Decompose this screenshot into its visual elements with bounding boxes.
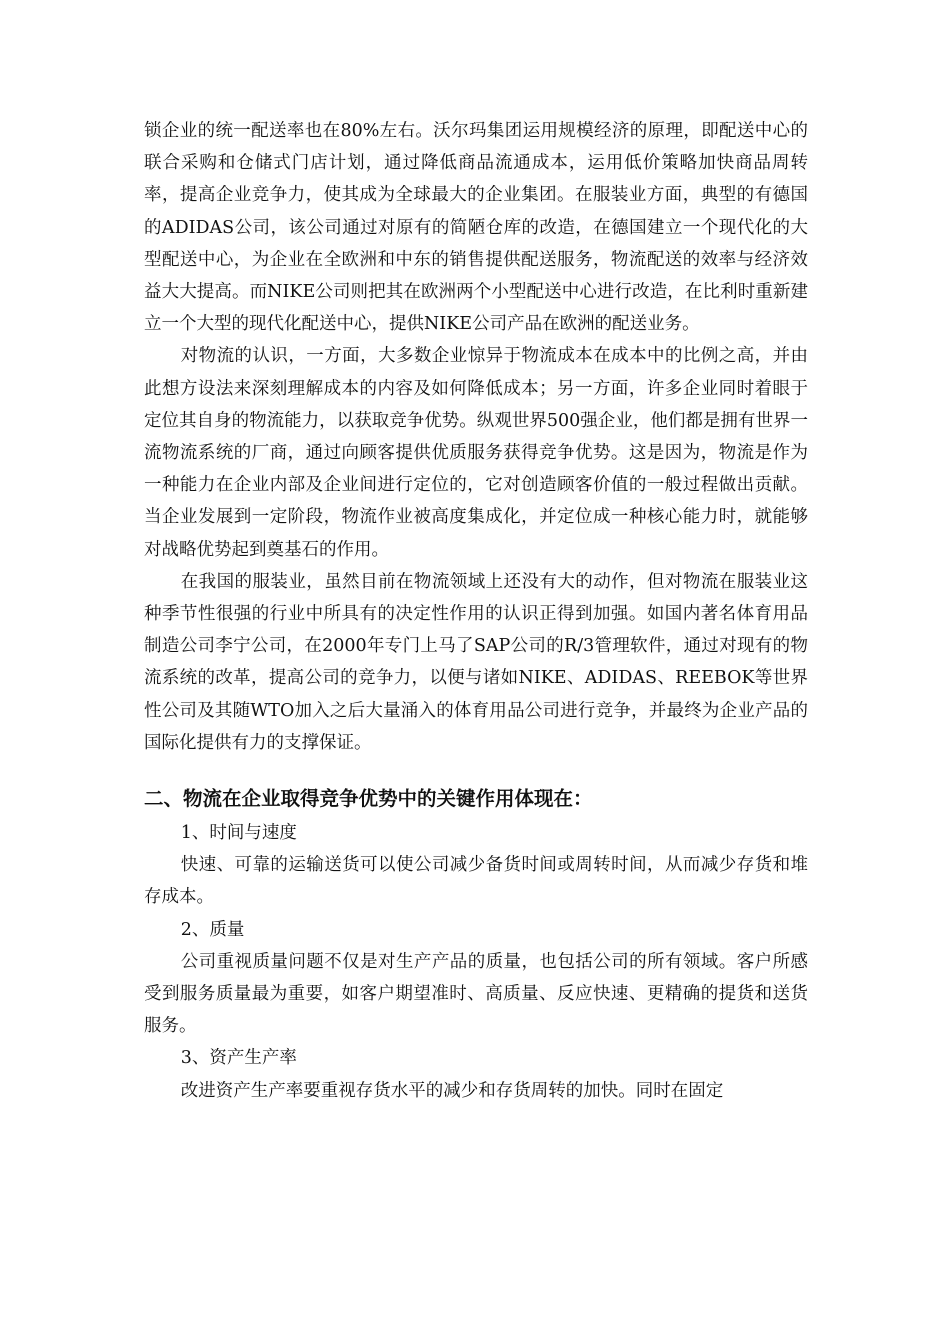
paragraph-logistics-awareness: 对物流的认识，一方面，大多数企业惊异于物流成本在成本中的比例之高，并由此想方设法来深刻理解成本的内容及如何降低成本；另一方面，许多企业同时着眼于定位其自身的物流能力，以获取竞争优势。纵观世界500强企业，他们都是拥有世界一流物流系统的厂商，通过向顾客提供优质服务获得竞争优势。这是因为，物流是作为一种能力在企业内部及企业间进行定位的，它对创造顾客价值的一般过程做出贡献。当企业发展到一定阶段，物流作业被高度集成化，并定位成一种核心能力时，就能够对战略优势起到奠基石的作用。 [144,346,808,560]
paragraph-distribution-centers: 锁企业的统一配送率也在80%左右。沃尔玛集团运用规模经济的原理，即配送中心的联合采购和仓储式门店计划，通过降低商品流通成本，运用低价策略加快商品周转率，提高企业竞争力，使其成为全球最大的企业集团。在服装业方面，典型的有德国的ADIDAS公司，该公司通过对原有的简陋仓库的改造，在德国建立一个现代化的大型配送中心，为企业在全欧洲和中东的销售提供配送服务，物流配送的效率与经济效益大大提高。而NIKE公司则把其在欧洲两个小型配送中心进行改造，在比利时重新建立一个大型的现代化配送中心，提供NIKE公司产品在欧洲的配送业务。 [144,121,808,335]
item-asset-productivity-body: 改进资产生产率要重视存货水平的减少和存货周转的加快。同时在固定 [180,1080,724,1101]
item-time-speed-body: 快速、可靠的运输送货可以使公司减少备货时间或周转时间，从而减少存货和堆存成本。 [144,855,808,908]
item-quality-title: 2、质量 [180,919,245,940]
paragraph-apparel-industry: 在我国的服装业，虽然目前在物流领域上还没有大的动作，但对物流在服装业这种季节性很强的行业中所具有的决定性作用的认识正得到加强。如国内著名体育用品制造公司李宁公司，在2000年专门上马了SAP公司的R/3管理软件，通过对现有的物流系统的改革，提高公司的竞争力，以便与诸如NIKE、ADIDAS、REEBOK等世界性公司及其随WTO加入之后大量涌入的体育用品公司进行竞争，并最终为企业产品的国际化提供有力的支撑保证。 [144,571,808,753]
item-time-speed-title: 1、时间与速度 [180,823,297,844]
document-body [144,115,808,1107]
section-heading: 二、物流在企业取得竞争优势中的关键作用体现在： [144,787,593,811]
item-quality-body: 公司重视质量问题不仅是对生产产品的质量，也包括公司的所有领域。客户所感受到服务质量最为重要，如客户期望准时、高质量、反应快速、更精确的提货和送货服务。 [144,951,808,1037]
item-asset-productivity-title: 3、资产生产率 [180,1048,297,1069]
